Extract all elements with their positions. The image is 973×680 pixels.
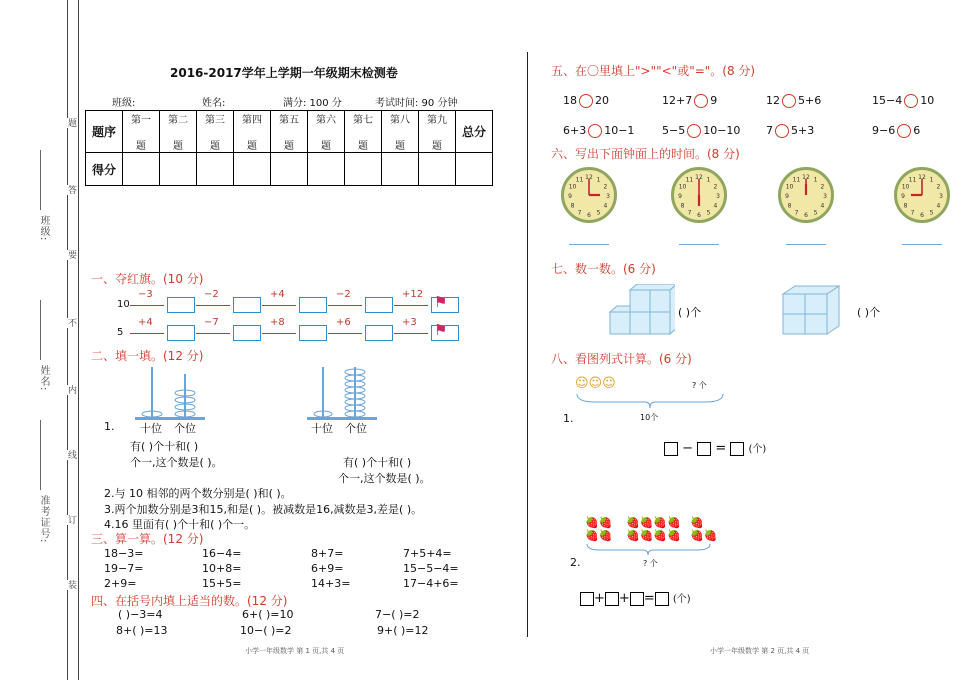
- flag-arrow: [262, 333, 296, 334]
- compare-item: [662, 94, 717, 108]
- calc-item: 18−3=: [104, 547, 144, 560]
- calc-item: 7+5+4=: [403, 547, 452, 560]
- margin-class-label: 班级:: [38, 215, 49, 242]
- seal-char: 题: [66, 118, 76, 128]
- compare-left: 6+3: [563, 124, 587, 137]
- score-head-label: 题序: [86, 111, 123, 153]
- score-cell[interactable]: [456, 153, 493, 186]
- flag-arrow: [130, 333, 164, 334]
- clock-number: 10: [901, 183, 910, 191]
- clock-face: [778, 167, 834, 223]
- clock-number: 11: [908, 176, 917, 184]
- compare-circle[interactable]: [897, 124, 911, 138]
- calc-item: 15+5=: [202, 577, 242, 590]
- section-5-heading: 五、在〇里填上">""<"或"="。(8 分): [551, 64, 756, 78]
- footer-right: 小学一年级数学 第 2 页,共 4 页: [710, 647, 810, 655]
- clock-number: 4: [820, 202, 825, 210]
- smiley-faces: ☺☺☺: [575, 376, 616, 391]
- score-col: 第九 题: [419, 111, 456, 153]
- flag-op-label: +4: [138, 317, 153, 328]
- clock-number: 7: [910, 209, 915, 217]
- clock-number: 7: [577, 209, 582, 217]
- section-7-heading: 七、数一数。(6 分): [551, 262, 656, 276]
- calc-item: 19−7=: [104, 562, 144, 575]
- bracket-item: ( )−3=4: [118, 608, 163, 621]
- flag-arrow: [394, 305, 428, 306]
- compare-item: [563, 94, 609, 108]
- fill-a1: 有( )个十和( ): [130, 440, 199, 453]
- red-flag-icon: ⚑: [434, 321, 448, 339]
- fill-b1: 有( )个十和( ): [343, 456, 412, 469]
- brace-question: [585, 542, 715, 556]
- score-cell[interactable]: [345, 153, 382, 186]
- info-time: 考试时间: 90 分钟: [375, 98, 458, 109]
- compare-right: 10: [920, 94, 935, 107]
- clock-number: 4: [603, 202, 608, 210]
- clock-number: 1: [706, 176, 711, 184]
- seal-char: 内: [66, 385, 76, 395]
- clock-number: 6: [920, 212, 924, 219]
- compare-item: [766, 94, 821, 108]
- section-3-heading: 三、算一算。(12 分): [91, 532, 204, 546]
- clock-number: 6: [804, 212, 808, 219]
- compare-left: 7: [766, 124, 773, 137]
- score-col: 第三 题: [197, 111, 234, 153]
- score-cell[interactable]: [123, 153, 160, 186]
- count-blank-2[interactable]: ( )个: [857, 306, 881, 319]
- clock-number: 3: [939, 193, 943, 200]
- info-class: 班级:: [112, 98, 136, 109]
- flag-arrow: [130, 305, 164, 306]
- compare-right: 5+6: [798, 94, 822, 107]
- compare-circle[interactable]: [694, 94, 708, 108]
- clock-number: 5: [929, 209, 934, 217]
- flag-answer-box[interactable]: [233, 297, 261, 313]
- score-total-label: 总分: [456, 111, 493, 153]
- margin-line-inner: [78, 0, 79, 680]
- column-divider: [527, 52, 528, 637]
- compare-circle[interactable]: [588, 124, 602, 138]
- clock-number: 12: [695, 174, 703, 181]
- calc-item: 14+3=: [311, 577, 351, 590]
- clock-number: 1: [813, 176, 818, 184]
- clock-number: 12: [802, 174, 810, 181]
- compare-left: 15−4: [872, 94, 903, 107]
- clock-answer-line[interactable]: [569, 244, 609, 245]
- flag-start-number: 10: [117, 299, 130, 310]
- section-6-heading: 六、写出下面钟面上的时间。(8 分): [551, 147, 740, 161]
- compare-left: 12: [766, 94, 780, 107]
- compare-left: 12+7: [662, 94, 693, 107]
- abacus-1-tens: 十位: [140, 422, 162, 435]
- flag-answer-box[interactable]: [167, 325, 195, 341]
- score-col: 第六 题: [308, 111, 345, 153]
- bracket-item: 10−( )=2: [240, 624, 292, 637]
- margin-blank-line: [40, 300, 41, 360]
- clock-answer-line[interactable]: [679, 244, 719, 245]
- compare-item: [662, 124, 740, 138]
- abacus-1-ones: 个位: [174, 422, 196, 435]
- flag-start-number: 5: [117, 327, 124, 338]
- flag-answer-box[interactable]: [167, 297, 195, 313]
- margin-dash-line: [67, 0, 68, 680]
- section-2-heading: 二、填一填。(12 分): [91, 349, 204, 363]
- score-cell[interactable]: [234, 153, 271, 186]
- compare-left: 5−5: [662, 124, 686, 137]
- clock-number: 1: [929, 176, 934, 184]
- clock-number: 2: [820, 183, 825, 191]
- margin-id-label: 准考证号:: [38, 495, 49, 544]
- compare-item: [766, 124, 814, 138]
- score-col: 第八 题: [382, 111, 419, 153]
- compare-item: [563, 124, 634, 138]
- clock-number: 4: [936, 202, 941, 210]
- flag-op-label: +8: [270, 317, 285, 328]
- seal-char: 答: [66, 185, 76, 195]
- compare-left: 18: [563, 94, 577, 107]
- margin-name-label: 姓名:: [38, 365, 49, 392]
- equation-1[interactable]: − = (个): [664, 440, 766, 456]
- flag-op-label: +6: [336, 317, 351, 328]
- flag-arrow: [262, 305, 296, 306]
- fill-q4: 4.16 里面有( )个十和( )个一。: [104, 518, 256, 531]
- flag-arrow: [196, 333, 230, 334]
- clock-number: 6: [587, 212, 591, 219]
- pic1-number: 1.: [563, 412, 574, 425]
- score-cell[interactable]: [160, 153, 197, 186]
- flag-answer-box[interactable]: [299, 325, 327, 341]
- pic1-question: ? 个: [692, 381, 707, 390]
- cube-figure-2: [780, 284, 850, 339]
- bracket-item: 7−( )=2: [375, 608, 420, 621]
- cube-figure-1: [605, 284, 675, 339]
- clock-number: 10: [568, 183, 577, 191]
- compare-circle[interactable]: [579, 94, 593, 108]
- flag-arrow: [196, 305, 230, 306]
- seal-char: 不: [66, 318, 76, 328]
- margin-blank-line: [40, 150, 41, 210]
- flag-answer-box[interactable]: [365, 297, 393, 313]
- clock-number: 3: [606, 193, 610, 200]
- page-title: 2016-2017学年上学期一年级期末检测卷: [170, 66, 398, 80]
- equation-2[interactable]: + + = (个): [580, 590, 691, 606]
- score-cell[interactable]: [382, 153, 419, 186]
- clock-number: 5: [706, 209, 711, 217]
- clock-answer-line[interactable]: [786, 244, 826, 245]
- fill-q1-number: 1.: [104, 420, 115, 433]
- score-col: 第一 题: [123, 111, 160, 153]
- compare-right: 9: [710, 94, 718, 107]
- compare-circle[interactable]: [775, 124, 789, 138]
- section-1-heading: 一、夺红旗。(10 分): [91, 272, 204, 286]
- clock-number: 8: [680, 202, 685, 210]
- score-table-header-row: [86, 111, 493, 153]
- clock-number: 8: [787, 202, 792, 210]
- clock-face: [561, 167, 617, 223]
- clock-number: 11: [575, 176, 584, 184]
- info-name: 姓名:: [202, 98, 226, 109]
- margin-blank-line: [40, 420, 41, 490]
- compare-right: 20: [595, 94, 609, 107]
- fill-b2: 个一,这个数是( )。: [338, 472, 431, 485]
- count-blank-1[interactable]: ( )个: [678, 306, 702, 319]
- calc-item: 8+7=: [311, 547, 344, 560]
- clock-face: [894, 167, 950, 223]
- fill-q2: 2.与 10 相邻的两个数分别是( )和( )。: [104, 487, 292, 500]
- clock-number: 1: [596, 176, 601, 184]
- compare-circle[interactable]: [687, 124, 701, 138]
- clock-number: 2: [713, 183, 718, 191]
- flag-op-label: −7: [204, 317, 219, 328]
- section-4-heading: 四、在括号内填上适当的数。(12 分): [91, 594, 288, 608]
- fill-a2: 个一,这个数是( )。: [130, 456, 223, 469]
- compare-right: 6: [913, 124, 921, 137]
- score-col: 第七 题: [345, 111, 382, 153]
- clock-number: 3: [716, 193, 720, 200]
- clock-number: 7: [687, 209, 692, 217]
- flag-arrow: [328, 333, 362, 334]
- compare-right: 10−10: [703, 124, 741, 137]
- clock-number: 9: [568, 193, 572, 200]
- clock-number: 4: [713, 202, 718, 210]
- info-score: 满分: 100 分: [283, 98, 342, 109]
- compare-left: 9−6: [872, 124, 896, 137]
- score-col: 第四 题: [234, 111, 271, 153]
- clock-number: 12: [585, 174, 593, 181]
- calc-item: 6+9=: [311, 562, 344, 575]
- footer-left: 小学一年级数学 第 1 页,共 4 页: [245, 647, 345, 655]
- flag-op-label: +4: [270, 289, 285, 300]
- pic2-question: ? 个: [643, 559, 658, 568]
- score-col: 第二 题: [160, 111, 197, 153]
- clock-face: [671, 167, 727, 223]
- flag-answer-box[interactable]: [233, 325, 261, 341]
- compare-right: 5+3: [791, 124, 815, 137]
- clock-number: 2: [603, 183, 608, 191]
- clock-answer-line[interactable]: [902, 244, 942, 245]
- compare-item: [872, 124, 920, 138]
- seal-char: 要: [66, 250, 76, 260]
- flag-arrow: [394, 333, 428, 334]
- calc-item: 10+8=: [202, 562, 242, 575]
- flag-answer-box[interactable]: [299, 297, 327, 313]
- flag-arrow: [328, 305, 362, 306]
- bracket-item: 9+( )=12: [377, 624, 429, 637]
- clock-number: 8: [570, 202, 575, 210]
- seal-char: 装: [66, 580, 76, 590]
- compare-circle[interactable]: [782, 94, 796, 108]
- calc-item: 2+9=: [104, 577, 137, 590]
- flag-op-label: +12: [402, 289, 424, 300]
- fill-q3: 3.两个加数分别是3和15,和是( )。被减数是16,减数是3,差是( )。: [104, 503, 423, 516]
- clock-number: 9: [678, 193, 682, 200]
- clock-number: 10: [678, 183, 687, 191]
- clock-number: 6: [697, 212, 701, 219]
- clock-number: 2: [936, 183, 941, 191]
- compare-item: [872, 94, 934, 108]
- section-8-heading: 八、看图列式计算。(6 分): [551, 352, 692, 366]
- clock-number: 9: [901, 193, 905, 200]
- score-col: 第五 题: [271, 111, 308, 153]
- clock-number: 12: [918, 174, 926, 181]
- score-cell[interactable]: [419, 153, 456, 186]
- flag-op-label: −3: [138, 289, 153, 300]
- strawberry-group: 🍓🍓 🍓🍓: [585, 516, 613, 542]
- brace-total: [575, 392, 725, 412]
- flag-op-label: +3: [402, 317, 417, 328]
- flag-op-label: −2: [204, 289, 219, 300]
- clock-number: 11: [685, 176, 694, 184]
- abacus-2-ones: 个位: [345, 422, 367, 435]
- score-table: [85, 110, 493, 186]
- clock-number: 10: [785, 183, 794, 191]
- clock-number: 11: [792, 176, 801, 184]
- flag-answer-box[interactable]: [365, 325, 393, 341]
- clock-number: 5: [813, 209, 818, 217]
- bracket-item: 8+( )=13: [116, 624, 168, 637]
- flag-op-label: −2: [336, 289, 351, 300]
- calc-item: 15−5−4=: [403, 562, 459, 575]
- clock-number: 9: [785, 193, 789, 200]
- compare-right: 10−1: [604, 124, 635, 137]
- compare-circle[interactable]: [904, 94, 918, 108]
- score-cell[interactable]: [271, 153, 308, 186]
- strawberry-group: 🍓 🍓🍓: [690, 516, 718, 542]
- strawberry-group: 🍓🍓🍓🍓 🍓🍓🍓🍓: [626, 516, 681, 542]
- calc-item: 17−4+6=: [403, 577, 459, 590]
- score-cell[interactable]: [197, 153, 234, 186]
- calc-item: 16−4=: [202, 547, 242, 560]
- bracket-item: 6+( )=10: [242, 608, 294, 621]
- abacus-2-tens: 十位: [311, 422, 333, 435]
- pic1-total: 10个: [640, 413, 659, 422]
- clock-number: 7: [794, 209, 799, 217]
- score-row-label: 得分: [86, 153, 123, 186]
- clock-number: 8: [903, 202, 908, 210]
- score-cell[interactable]: [308, 153, 345, 186]
- clock-number: 5: [596, 209, 601, 217]
- red-flag-icon: ⚑: [434, 293, 448, 311]
- pic2-number: 2.: [570, 556, 581, 569]
- seal-char: 线: [66, 450, 76, 460]
- clock-number: 3: [823, 193, 827, 200]
- score-table-score-row: [86, 153, 493, 186]
- seal-char: 订: [66, 515, 76, 525]
